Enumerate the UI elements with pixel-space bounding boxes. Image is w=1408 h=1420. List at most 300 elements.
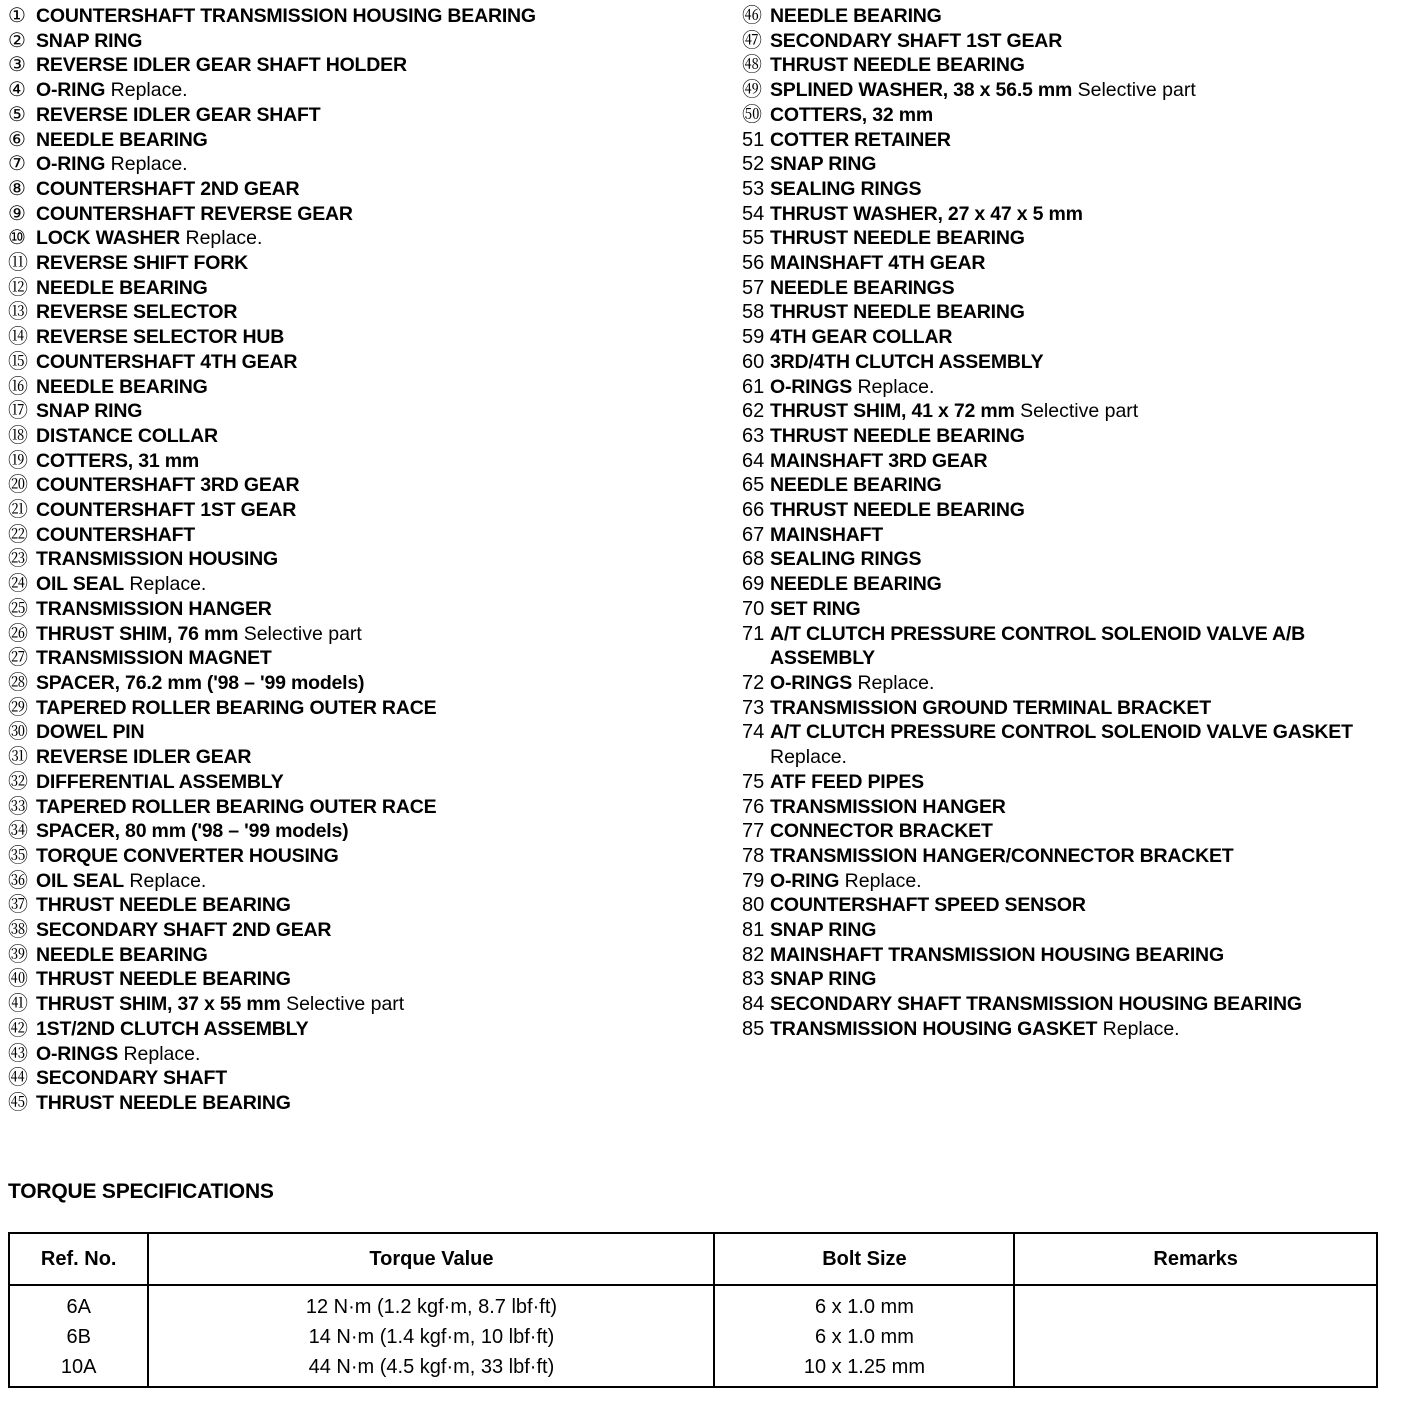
part-text: [36, 720, 144, 745]
part-list-item: [8, 498, 728, 523]
part-list-item: [742, 325, 1402, 350]
part-note: Replace.: [770, 746, 847, 769]
part-name: REVERSE SHIFT FORK: [36, 252, 249, 275]
part-name: TRANSMISSION MAGNET: [36, 647, 272, 670]
part-number: 78: [742, 844, 765, 867]
part-list-item: [742, 869, 1402, 894]
part-text: [36, 78, 188, 103]
part-list-item: [742, 152, 1402, 177]
part-number: ㊲: [8, 894, 28, 917]
part-list-item: [8, 523, 728, 548]
part-name: 1ST/2ND CLUTCH ASSEMBLY: [36, 1017, 309, 1040]
part-list-item: [8, 300, 728, 325]
part-text: [36, 152, 188, 177]
part-text: [36, 1066, 227, 1091]
part-text: [770, 943, 1224, 968]
part-name: SECONDARY SHAFT TRANSMISSION HOUSING BEARING: [770, 993, 1302, 1016]
part-list-item: [742, 572, 1402, 597]
part-number: ㉔: [8, 573, 28, 596]
part-list-item: [742, 696, 1402, 721]
part-name: DOWEL PIN: [36, 721, 145, 744]
part-text: [36, 251, 248, 276]
part-text: [36, 547, 278, 572]
part-name: REVERSE IDLER GEAR: [36, 746, 252, 769]
part-number: ㉛: [8, 746, 28, 769]
part-list-item: [8, 78, 728, 103]
part-number: 62: [742, 400, 765, 423]
part-name: THRUST SHIM, 41 x 72 mm: [770, 400, 1015, 423]
part-note: Replace.: [110, 79, 188, 102]
part-text: [770, 893, 1086, 918]
part-text: [36, 350, 297, 375]
part-text: [36, 745, 251, 770]
part-name: NEEDLE BEARING: [36, 375, 208, 398]
part-number: ㉓: [8, 548, 28, 571]
part-number: 63: [742, 424, 765, 447]
part-note: Replace.: [123, 1042, 201, 1065]
part-text: [36, 572, 206, 597]
part-list-item: [742, 622, 1402, 671]
part-list-item: [8, 770, 728, 795]
part-list-item: [8, 1066, 728, 1091]
part-name: O-RING: [36, 153, 106, 176]
cell-ref-no: 6B: [9, 1322, 148, 1352]
part-name: MAINSHAFT TRANSMISSION HOUSING BEARING: [770, 943, 1224, 966]
part-number: ㊹: [8, 1067, 28, 1090]
part-list-item: [8, 226, 728, 251]
part-list-item: [742, 276, 1402, 301]
part-number: ⑤: [8, 103, 26, 126]
part-text: [770, 523, 883, 548]
part-text: [36, 523, 195, 548]
part-note: Replace.: [857, 375, 935, 398]
part-number: ⑮: [8, 350, 28, 373]
part-list-item: [742, 819, 1402, 844]
part-text: [36, 498, 296, 523]
part-text: [770, 399, 1138, 424]
part-text: [770, 53, 1025, 78]
part-list-item: [8, 1017, 728, 1042]
part-number: ㉘: [8, 671, 28, 694]
part-note: Selective part: [243, 622, 362, 645]
part-list-item: [742, 547, 1402, 572]
part-list-item: [742, 449, 1402, 474]
part-number: ㊱: [8, 869, 28, 892]
part-number: ⑬: [8, 301, 28, 324]
part-number: 81: [742, 919, 765, 942]
part-list-item: [8, 572, 728, 597]
part-text: [770, 967, 876, 992]
part-list-item: [8, 844, 728, 869]
part-number: 84: [742, 993, 765, 1016]
cell-remarks: [1014, 1352, 1377, 1387]
part-name: COUNTERSHAFT 1ST GEAR: [36, 499, 297, 522]
part-list-item: [8, 992, 728, 1017]
part-note: Selective part: [1020, 400, 1139, 423]
part-text: [36, 696, 436, 721]
part-list-item: [742, 375, 1402, 400]
part-name: THRUST NEEDLE BEARING: [770, 424, 1025, 447]
part-text: [36, 424, 218, 449]
part-number: ⑫: [8, 276, 28, 299]
part-text: [770, 103, 933, 128]
part-name: SEALING RINGS: [770, 177, 922, 200]
part-list-item: [8, 1042, 728, 1067]
part-list-item: [8, 325, 728, 350]
part-name: SNAP RING: [770, 919, 877, 942]
part-name: LOCK WASHER: [36, 227, 181, 250]
part-number: ㊾: [742, 79, 762, 102]
part-text: [770, 202, 1083, 227]
part-number: 69: [742, 573, 765, 596]
part-name: NEEDLE BEARINGS: [770, 276, 955, 299]
header-torque-value: Torque Value: [148, 1233, 714, 1285]
part-list-item: [742, 177, 1402, 202]
part-text: [770, 869, 922, 894]
part-number: 67: [742, 523, 765, 546]
part-list-item: [742, 424, 1402, 449]
torque-table: [8, 1232, 1378, 1388]
part-list-item: [8, 103, 728, 128]
part-name: DISTANCE COLLAR: [36, 424, 218, 447]
part-text: [770, 597, 861, 622]
part-number: 85: [742, 1017, 765, 1040]
part-number: 74: [742, 721, 765, 744]
part-name: SECONDARY SHAFT 1ST GEAR: [770, 29, 1063, 52]
part-text: [36, 1017, 308, 1042]
part-name: TRANSMISSION HOUSING: [36, 548, 278, 571]
part-name: 4TH GEAR COLLAR: [770, 326, 953, 349]
part-name: 3RD/4TH CLUTCH ASSEMBLY: [770, 350, 1044, 373]
part-number: 51: [742, 128, 765, 151]
part-number: ㉙: [8, 696, 28, 719]
part-note: Replace.: [844, 869, 922, 892]
part-name: REVERSE SELECTOR HUB: [36, 326, 285, 349]
part-number: 53: [742, 177, 765, 200]
part-number: ⑦: [8, 153, 26, 176]
part-name: A/T CLUTCH PRESSURE CONTROL SOLENOID VALVE GASKET: [770, 721, 1353, 744]
part-name: CONNECTOR BRACKET: [770, 820, 993, 843]
part-list-item: [8, 449, 728, 474]
part-text: [36, 375, 208, 400]
part-number: ㉗: [8, 647, 28, 670]
part-text: [770, 152, 876, 177]
part-list-item: [8, 869, 728, 894]
part-number: ④: [8, 79, 26, 102]
part-name: COTTERS, 31 mm: [36, 449, 199, 472]
part-name: THRUST SHIM, 37 x 55 mm: [36, 993, 281, 1016]
part-note: Replace.: [857, 671, 935, 694]
part-number: ⑪: [8, 252, 28, 275]
parts-list-left: [8, 4, 728, 1116]
part-text: [770, 449, 987, 474]
part-text: [36, 622, 362, 647]
part-note: Selective part: [286, 993, 405, 1016]
part-list-item: [8, 177, 728, 202]
cell-ref-no: 10A: [9, 1352, 148, 1387]
part-number: 83: [742, 968, 765, 991]
part-name: THRUST NEEDLE BEARING: [770, 499, 1025, 522]
part-text: [36, 325, 284, 350]
part-list-item: [742, 300, 1402, 325]
part-text: [770, 819, 993, 844]
part-text: [770, 498, 1025, 523]
part-number: ㊺: [8, 1091, 28, 1114]
part-list-item: [8, 1091, 728, 1116]
part-name: THRUST NEEDLE BEARING: [36, 1091, 291, 1114]
part-text: [770, 795, 1006, 820]
part-list-item: [742, 128, 1402, 153]
part-text: [770, 918, 876, 943]
part-text: [36, 918, 331, 943]
part-text: [770, 424, 1025, 449]
part-text: [770, 1017, 1180, 1042]
part-text: [770, 276, 954, 301]
part-number: 80: [742, 894, 765, 917]
part-text: [36, 844, 339, 869]
part-text: [770, 177, 921, 202]
part-text: [770, 4, 942, 29]
part-text: [770, 473, 942, 498]
part-list-item: [8, 597, 728, 622]
part-text: [770, 992, 1302, 1017]
part-text: [36, 399, 142, 424]
part-text: [36, 943, 208, 968]
part-text: [36, 992, 404, 1017]
part-list-item: [742, 597, 1402, 622]
part-name: THRUST NEEDLE BEARING: [36, 968, 291, 991]
part-list-item: [742, 770, 1402, 795]
part-name: TRANSMISSION HANGER: [770, 795, 1006, 818]
part-number: ⑩: [8, 227, 26, 250]
part-text: [770, 29, 1062, 54]
header-bolt-size: Bolt Size: [714, 1233, 1014, 1285]
part-name: SPACER, 76.2 mm ('98 – '99 models): [36, 671, 365, 694]
part-name: NEEDLE BEARING: [770, 573, 942, 596]
part-text: [770, 300, 1025, 325]
part-number: 76: [742, 795, 765, 818]
part-name: THRUST NEEDLE BEARING: [770, 54, 1025, 77]
cell-torque-value: 14 N·m (1.4 kgf·m, 10 lbf·ft): [148, 1322, 714, 1352]
part-number: ㊻: [742, 5, 762, 27]
part-name: NEEDLE BEARING: [770, 5, 942, 27]
part-name: ATF FEED PIPES: [770, 770, 924, 793]
part-name: THRUST NEEDLE BEARING: [36, 894, 291, 917]
part-name: TRANSMISSION HOUSING GASKET: [770, 1017, 1098, 1040]
part-text: [36, 597, 272, 622]
part-text: [770, 622, 1370, 671]
part-text: [770, 844, 1234, 869]
part-number: ㊸: [8, 1042, 28, 1065]
part-name: SNAP RING: [770, 968, 877, 991]
part-text: [36, 300, 237, 325]
part-text: [36, 869, 206, 894]
part-name: COUNTERSHAFT SPEED SENSOR: [770, 894, 1086, 917]
part-number: ㉒: [8, 523, 28, 546]
part-number: ②: [8, 29, 26, 52]
part-name: TRANSMISSION HANGER/CONNECTOR BRACKET: [770, 844, 1234, 867]
part-note: Replace.: [129, 573, 207, 596]
part-number: ㊴: [8, 943, 28, 966]
part-number: 79: [742, 869, 765, 892]
part-number: ㊵: [8, 968, 28, 991]
part-list-item: [8, 646, 728, 671]
part-number: ⑳: [8, 474, 28, 497]
part-text: [36, 1091, 291, 1116]
part-number: 70: [742, 597, 765, 620]
table-row: [9, 1322, 1377, 1352]
part-number: ㉜: [8, 770, 28, 793]
cell-torque-value: 12 N·m (1.2 kgf·m, 8.7 lbf·ft): [148, 1285, 714, 1322]
part-list-item: [742, 523, 1402, 548]
part-list-item: [742, 53, 1402, 78]
part-name: O-RINGS: [36, 1042, 119, 1065]
part-number: 52: [742, 153, 765, 176]
part-number: 82: [742, 943, 765, 966]
part-number: 54: [742, 202, 765, 225]
part-number: ⑲: [8, 449, 28, 472]
part-name: COUNTERSHAFT TRANSMISSION HOUSING BEARING: [36, 5, 536, 27]
part-number: ⑰: [8, 400, 28, 423]
part-name: TAPERED ROLLER BEARING OUTER RACE: [36, 795, 437, 818]
part-number: 61: [742, 375, 765, 398]
part-number: ㉑: [8, 499, 28, 522]
part-number: ㉚: [8, 721, 28, 744]
part-text: [770, 78, 1196, 103]
part-list-item: [8, 819, 728, 844]
part-list-item: [8, 4, 728, 29]
part-list-item: [742, 918, 1402, 943]
part-number: ㊳: [8, 919, 28, 942]
part-list-item: [8, 622, 728, 647]
part-text: [36, 819, 348, 844]
part-number: 71: [742, 622, 765, 645]
part-text: [770, 251, 985, 276]
part-name: MAINSHAFT 4TH GEAR: [770, 252, 986, 275]
part-text: [770, 375, 934, 400]
part-name: OIL SEAL: [36, 869, 124, 892]
part-list-item: [8, 350, 728, 375]
cell-remarks: [1014, 1322, 1377, 1352]
part-list-item: [742, 498, 1402, 523]
part-number: ㉞: [8, 820, 28, 843]
part-name: THRUST NEEDLE BEARING: [770, 227, 1025, 250]
part-list-item: [742, 844, 1402, 869]
part-list-item: [8, 128, 728, 153]
part-name: TRANSMISSION GROUND TERMINAL BRACKET: [770, 696, 1211, 719]
part-number: 75: [742, 770, 765, 793]
part-list-item: [742, 1017, 1402, 1042]
header-remarks: Remarks: [1014, 1233, 1377, 1285]
cell-torque-value: 44 N·m (4.5 kgf·m, 33 lbf·ft): [148, 1352, 714, 1387]
part-note: Replace.: [110, 153, 188, 176]
part-text: [770, 671, 934, 696]
part-note: Replace.: [1102, 1017, 1180, 1040]
part-list-item: [742, 473, 1402, 498]
part-text: [770, 720, 1370, 769]
part-name: SPLINED WASHER, 38 x 56.5 mm: [770, 79, 1073, 102]
part-text: [36, 646, 272, 671]
part-name: REVERSE SELECTOR: [36, 301, 238, 324]
part-name: O-RING: [36, 79, 106, 102]
part-list-item: [742, 671, 1402, 696]
part-text: [36, 4, 536, 29]
part-name: COUNTERSHAFT 4TH GEAR: [36, 350, 298, 373]
part-text: [36, 671, 364, 696]
part-list-item: [742, 399, 1402, 424]
part-name: NEEDLE BEARING: [36, 128, 208, 151]
part-number: ⑱: [8, 424, 28, 447]
part-number: 57: [742, 276, 765, 299]
part-number: ⑧: [8, 177, 26, 200]
part-text: [36, 226, 262, 251]
part-number: 56: [742, 252, 765, 275]
part-list-item: [742, 78, 1402, 103]
part-list-item: [742, 202, 1402, 227]
part-name: COTTER RETAINER: [770, 128, 951, 151]
part-name: MAINSHAFT 3RD GEAR: [770, 449, 988, 472]
part-number: 65: [742, 474, 765, 497]
part-list-item: [742, 992, 1402, 1017]
part-text: [770, 226, 1025, 251]
part-text: [770, 128, 951, 153]
part-text: [36, 1042, 200, 1067]
part-list-item: [8, 696, 728, 721]
part-number: ㊷: [8, 1017, 28, 1040]
part-number: ⑭: [8, 326, 28, 349]
header-ref-no: Ref. No.: [9, 1233, 148, 1285]
part-name: THRUST WASHER, 27 x 47 x 5 mm: [770, 202, 1083, 225]
part-text: [36, 893, 291, 918]
part-text: [36, 29, 142, 54]
part-name: O-RINGS: [770, 671, 853, 694]
cell-remarks: [1014, 1285, 1377, 1322]
cell-ref-no: 6A: [9, 1285, 148, 1322]
part-text: [770, 572, 942, 597]
part-text: [36, 967, 291, 992]
part-name: TAPERED ROLLER BEARING OUTER RACE: [36, 696, 437, 719]
part-list-item: [8, 473, 728, 498]
torque-heading: TORQUE SPECIFICATIONS: [8, 1180, 274, 1203]
part-list-item: [742, 943, 1402, 968]
part-list-item: [8, 918, 728, 943]
part-list-item: [8, 29, 728, 54]
part-list-item: [742, 4, 1402, 29]
part-list-item: [8, 424, 728, 449]
part-number: 60: [742, 350, 765, 373]
part-text: [36, 128, 208, 153]
part-number: ㉕: [8, 597, 28, 620]
part-name: SET RING: [770, 597, 861, 620]
part-list-item: [8, 375, 728, 400]
part-name: OIL SEAL: [36, 573, 124, 596]
part-text: [36, 53, 407, 78]
part-text: [770, 325, 952, 350]
part-name: NEEDLE BEARING: [36, 276, 208, 299]
part-list-item: [8, 547, 728, 572]
part-name: DIFFERENTIAL ASSEMBLY: [36, 770, 284, 793]
part-list-item: [8, 152, 728, 177]
part-text: [36, 202, 353, 227]
part-number: ③: [8, 54, 26, 77]
part-number: ㉟: [8, 844, 28, 867]
cell-bolt-size: 6 x 1.0 mm: [714, 1285, 1014, 1322]
part-name: TORQUE CONVERTER HOUSING: [36, 844, 339, 867]
part-note: Replace.: [185, 227, 263, 250]
part-name: SNAP RING: [36, 400, 143, 423]
part-number: ㉖: [8, 622, 28, 645]
part-list-item: [8, 967, 728, 992]
